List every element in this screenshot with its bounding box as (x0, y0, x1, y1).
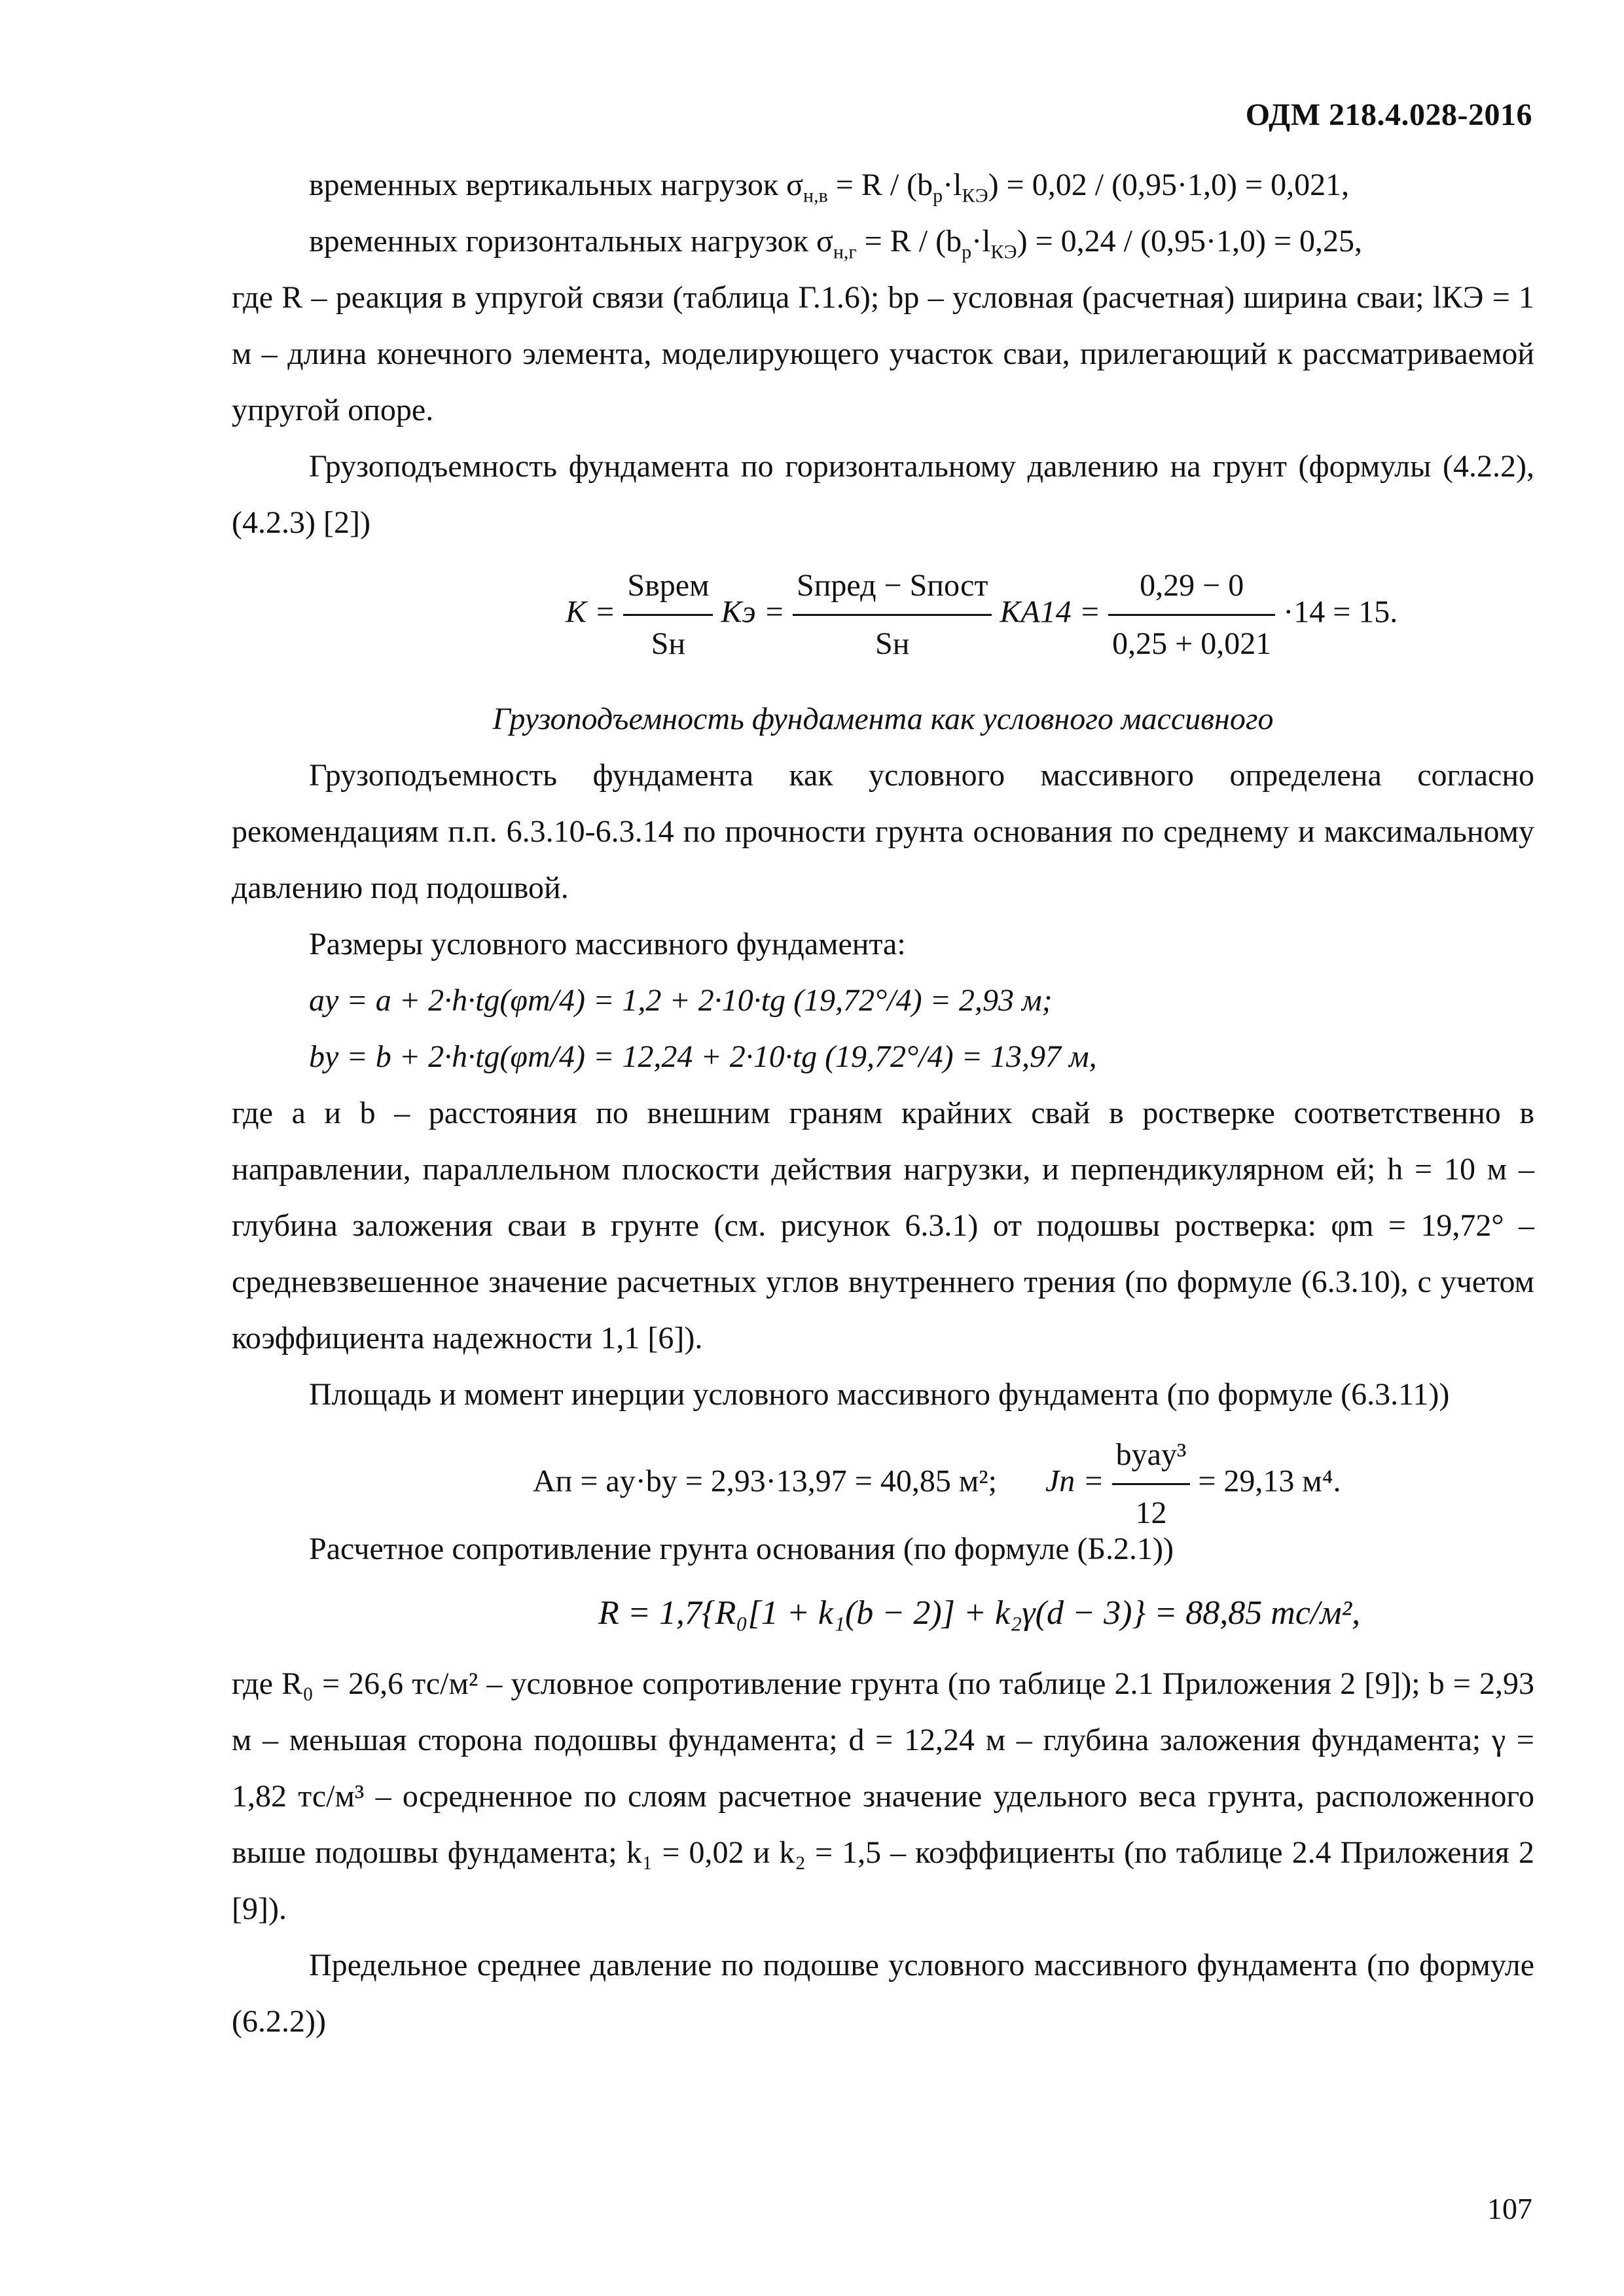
document-code-header: ОДМ 218.4.028-2016 (1245, 98, 1532, 132)
vertical-load-line: временных вертикальных нагрузок $\sigma_{н,в} = R / (b_р\cdot l_{КЭ}) = 0,02 / (0,95\cdot 1,0) = 0,021$, (309, 168, 1350, 207)
fraction-numeric: $\frac{0,29 - 0}{0,25 + 0,021}$ (1108, 558, 1275, 672)
document-body (232, 157, 1534, 2050)
capacity-horizontal-paragraph: Грузоподъемность фундамента по горизонтальному давлению на грунт (формулы (4.2.2), (4.2.3) [2]) (232, 449, 1534, 540)
fraction-s-pred: $\frac{\text{Sпред − Sпост}}{Sн}$ (793, 558, 992, 672)
equation-b: bу = b + 2·h·tg(φm/4) = 12,24 + 2·10·tg (19,72°/4) = 13,97 м, (309, 1039, 1097, 1074)
dimensions-intro: Размеры условного массивного фундамента: (309, 927, 906, 961)
capacity-massive-paragraph: Грузоподъемность фундамента как условного массивного определена согласно рекомендациям п.п. 6.3.10-6.3.14 по прочности грунта основания по среднему и максимальному давлению под подошвой. (232, 758, 1534, 905)
page-number: 107 (1487, 2192, 1532, 2225)
formula-area-inertia: Aп = aу·bу = 2,93·13,97 = 40,85 м²; Jп = $\frac{\text{bуaу³}}{12}$ = 29,13 м⁴. (232, 1423, 1534, 1521)
resistance-intro: Расчетное сопротивление грунта основания (по формуле (Б.2.1)) (309, 1532, 1174, 1566)
horizontal-load-line: временных горизонтальных нагрузок $\sigma_{н,г} = R / (b_р\cdot l_{КЭ}) = 0,24 / (0,95\cdot 1,0) = 0,25$, (309, 224, 1363, 263)
fraction-inertia: $\frac{\text{bуaу³}}{12}$ (1112, 1427, 1191, 1541)
equation-a: aу = a + 2·h·tg(φm/4) = 1,2 + 2·10·tg (19,72°/4) = 2,93 м; (309, 983, 1053, 1018)
area-inertia-intro: Площадь и момент инерции условного массивного фундамента (по формуле (6.3.11)) (309, 1377, 1450, 1412)
resistance-definition-paragraph: где R₀ = 26,6 тс/м² – условное сопротивление грунта (по таблице 2.1 Приложения 2 [9]); b = 2,93 м – меньшая сторона подошвы фундамента; d = 12,24 м – глубина заложения фундамента; γ = 1,82 тс/м³ – осредненное по слоям расчетное значение удельного веса грунта, расположенного выше подошвы фундамента; k₁ = 0,02 и k₂ = 1,5 – коэффициенты (по таблице 2.4 Приложения 2 [9]). (232, 1666, 1534, 1926)
formula-r: R = 1,7{R₀[1 + k₁(b − 2)] + k₂γ(d − 3)} = 88,85 тс/м², (598, 1594, 1361, 1632)
fraction-s-vrem: $\frac{\text{Sврем}}{Sн}$ (623, 558, 713, 672)
limit-pressure-paragraph: Предельное среднее давление по подошве условного массивного фундамента (по формуле (6.2.2)) (232, 1948, 1534, 2039)
reaction-definition-paragraph: где R – реакция в упругой связи (таблица Г.1.6); bр – условная (расчетная) ширина сваи; lКЭ = 1 м – длина конечного элемента, моделирующего участок сваи, прилегающий к рассматриваемой упругой опоре. (232, 280, 1534, 427)
dimensions-definition-paragraph: где a и b – расстояния по внешним граням крайних свай в ростверке соответственно в направлении, параллельном плоскости действия нагрузки, и перпендикулярном ей; h = 10 м – глубина заложения сваи в грунте (см. рисунок 6.3.1) от подошвы ростверка: φm = 19,72° – средневзвешенное значение расчетных углов внутреннего трения (по формуле (6.3.10), с учетом коэффициента надежности 1,1 [6]). (232, 1096, 1534, 1355)
formula-k: K = $\frac{\text{Sврем}}{Sн}$ Kэ = $\frac{\text{Sпред − Sпост}}{Sн}$ KА14 = $\frac{0,29 - 0}{0,25 + 0,021}$ ·14 = 15. (232, 551, 1534, 669)
section-heading: Грузоподъемность фундамента как условного массивного (492, 702, 1274, 736)
